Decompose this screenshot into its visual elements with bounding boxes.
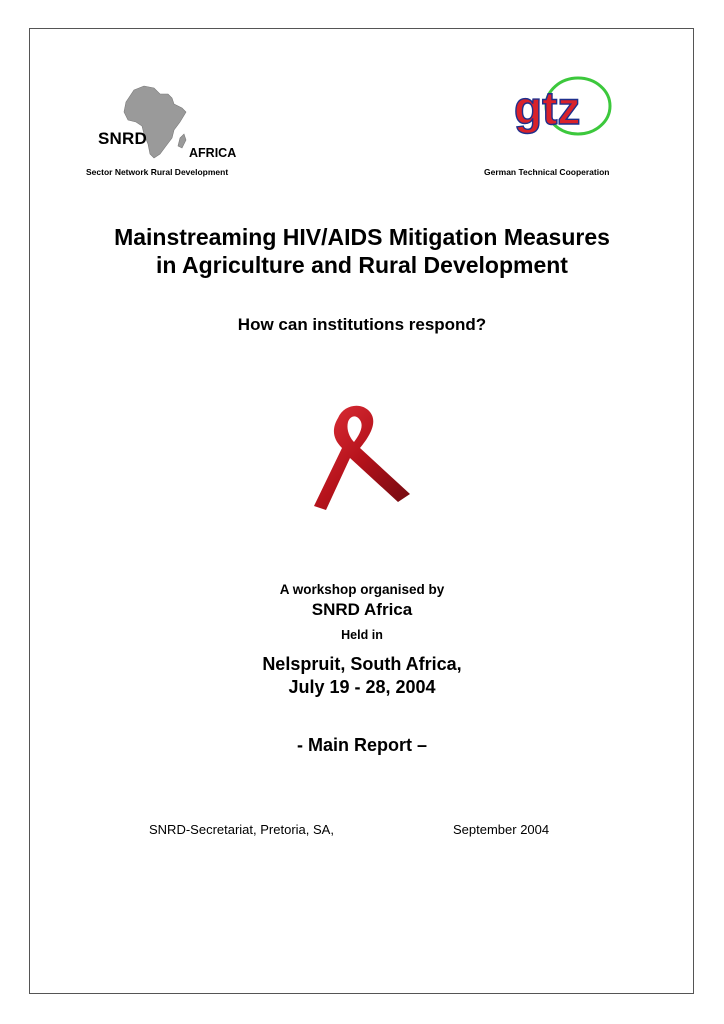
snrd-name: SNRD	[98, 129, 147, 148]
event-dates: July 19 - 28, 2004	[288, 677, 436, 697]
page-title	[0, 223, 724, 279]
title-line-1: Mainstreaming HIV/AIDS Mitigation Measures	[114, 224, 610, 250]
report-label: - Main Report –	[296, 735, 427, 755]
held-in-label: Held in	[341, 628, 383, 642]
snrd-caption: Sector Network Rural Development	[86, 167, 229, 177]
gtz-caption: German Technical Cooperation	[484, 167, 610, 177]
publication-date: September 2004	[453, 822, 550, 837]
gtz-logo-icon	[508, 74, 618, 144]
gtz-wordmark: gtz	[514, 82, 581, 134]
subtitle: How can institutions respond?	[237, 315, 487, 334]
organiser-name: SNRD Africa	[311, 600, 413, 619]
africa-map-icon	[120, 82, 190, 162]
snrd-region: AFRICA	[189, 146, 237, 160]
publisher: SNRD-Secretariat, Pretoria, SA,	[149, 822, 334, 837]
title-line-2: in Agriculture and Rural Development	[156, 252, 568, 278]
gtz-logo	[508, 74, 618, 144]
organised-by-label: A workshop organised by	[279, 582, 445, 597]
red-ribbon-icon	[298, 398, 428, 518]
event-location: Nelspruit, South Africa,	[262, 654, 462, 674]
snrd-logo	[88, 82, 248, 162]
